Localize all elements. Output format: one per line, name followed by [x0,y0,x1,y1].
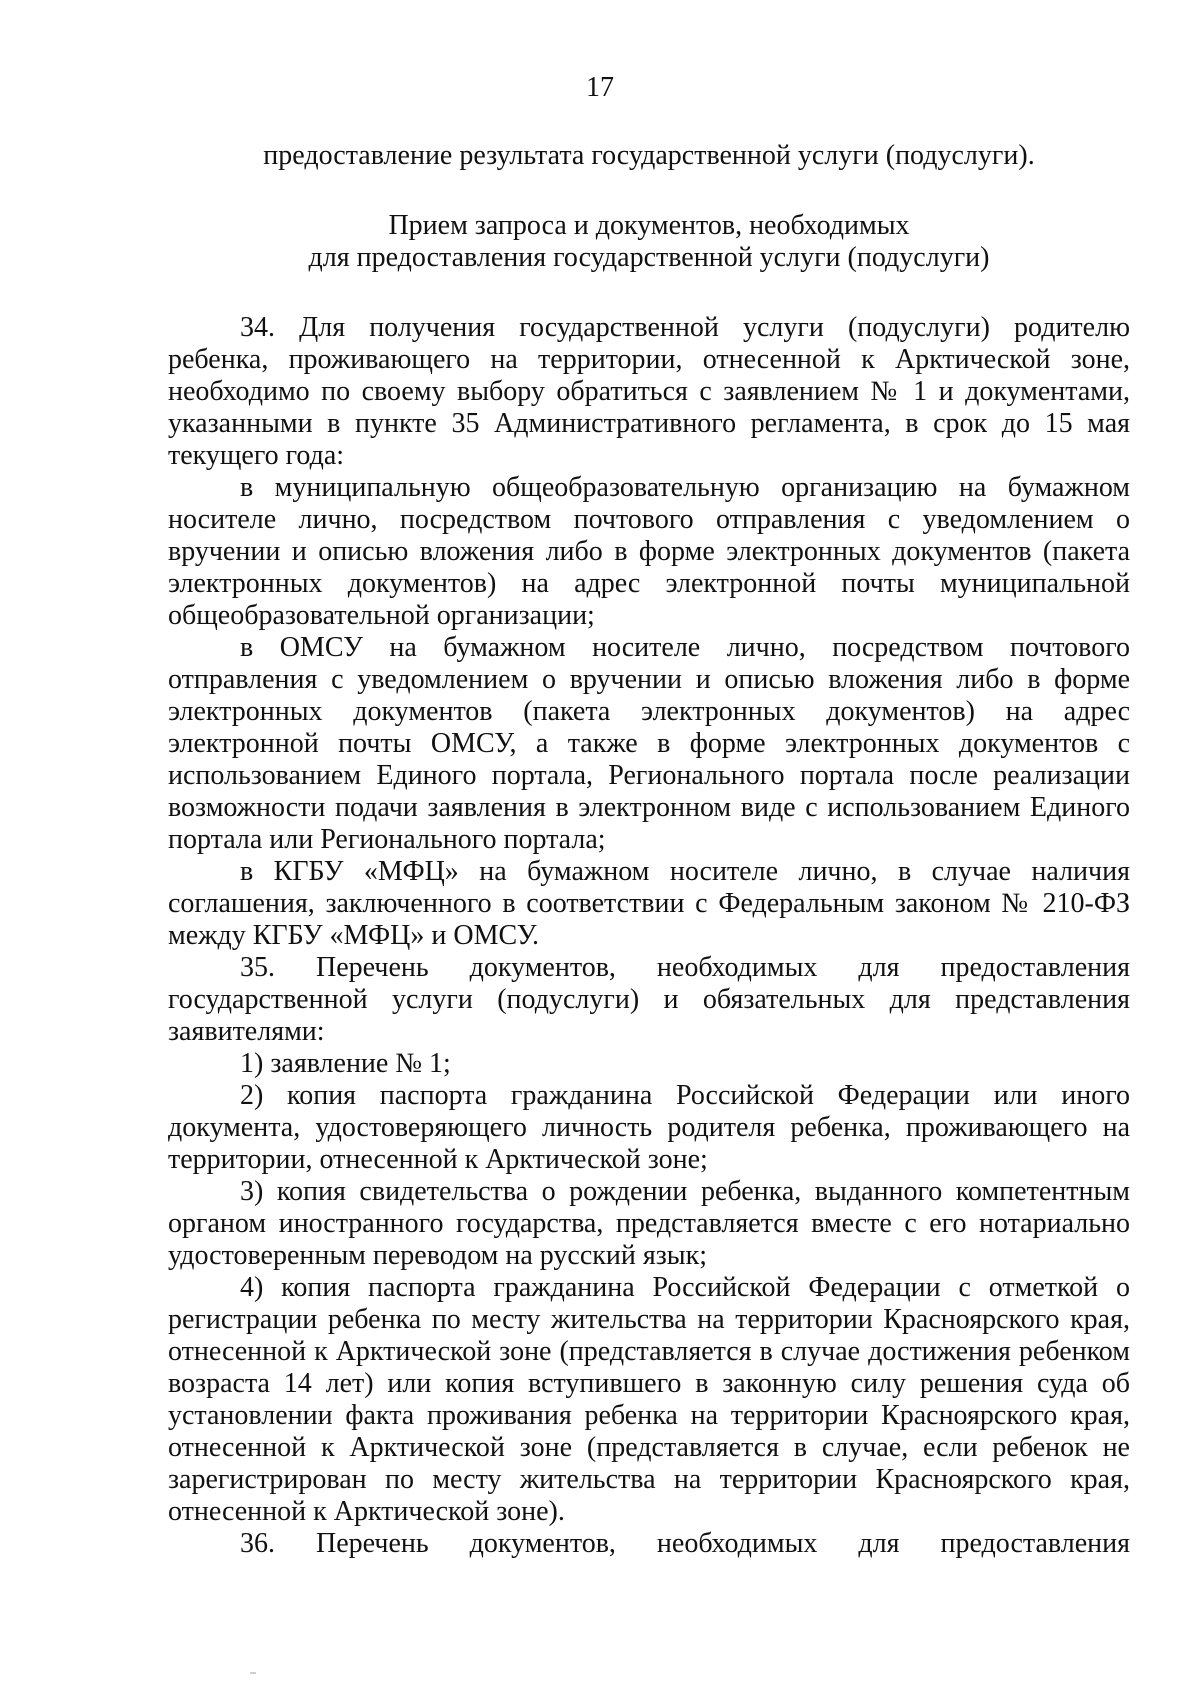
paragraph-34: 34. Для получения государственной услуги (подуслуги) родителю ребенка, проживающего на территории, отнесенной к Арктической зоне, необходимо по своему выбору обратиться с заявлением № 1 и документами, указанными в пункте 35 Административного регламента, в срок до 15 мая текущего года: [168,312,1130,471]
section-heading-line-1: Прием запроса и документов, необходимых [388,210,910,241]
list-item-2: 2) копия паспорта гражданина Российской Федерации или иного документа, удостоверяющего личность родителя ребенка, проживающего на территории, отнесенной к Арктической зоне; [168,1080,1130,1175]
section-heading [168,210,1130,274]
paragraph-mfc: в КГБУ «МФЦ» на бумажном носителе лично, в случае наличия соглашения, заключенного в соответствии с Федеральным законом № 210-ФЗ между КГБУ «МФЦ» и ОМСУ. [168,856,1130,951]
continuation-line: предоставление результата государственной услуги (подуслуги). [263,140,1035,171]
page-number: 17 [586,72,614,103]
list-item-3: 3) копия свидетельства о рождении ребенка, выданного компетентным органом иностранного государства, представляется вместе с его нотариально удостоверенным переводом на русский язык; [168,1176,1130,1271]
paragraph-municipal-school: в муниципальную общеобразовательную организацию на бумажном носителе лично, посредством почтового отправления с уведомлением о вручении и описью вложения либо в форме электронных документов (пакета электронных документов) на адрес электронной почты муниципальной общеобразовательной организации; [168,472,1130,631]
document-body [168,140,1130,1560]
paragraph-omsu: в ОМСУ на бумажном носителе лично, посредством почтового отправления с уведомлением о вручении и описью вложения либо в форме электронных документов (пакета электронных документов) на адрес электронной почты ОМСУ, а также в форме электронных документов с использованием Единого портала, Регионального портала после реализации возможности подачи заявления в электронном виде с использованием Единого портала или Регионального портала; [168,632,1130,855]
list-item-4: 4) копия паспорта гражданина Российской Федерации с отметкой о регистрации ребенка по месту жительства на территории Красноярского края, отнесенной к Арктической зоне (представляется в случае достижения ребенком возраста 14 лет) или копия вступившего в законную силу решения суда об установлении факта проживания ребенка на территории Красноярского края, отнесенной к Арктической зоне (представляется в случае, если ребенок не зарегистрирован по месту жительства на территории Красноярского края, отнесенной к Арктической зоне). [168,1272,1130,1527]
list-item-1: 1) заявление № 1; [240,1048,451,1079]
scan-artifact [250,1672,256,1674]
section-heading-line-2: для предоставления государственной услуги (подуслуги) [308,242,990,273]
paragraph-35: 35. Перечень документов, необходимых для предоставления государственной услуги (подуслуги) и обязательных для представления заявителями: [168,952,1130,1047]
paragraph-36-start: 36. Перечень документов, необходимых для предоставления [240,1528,1130,1559]
